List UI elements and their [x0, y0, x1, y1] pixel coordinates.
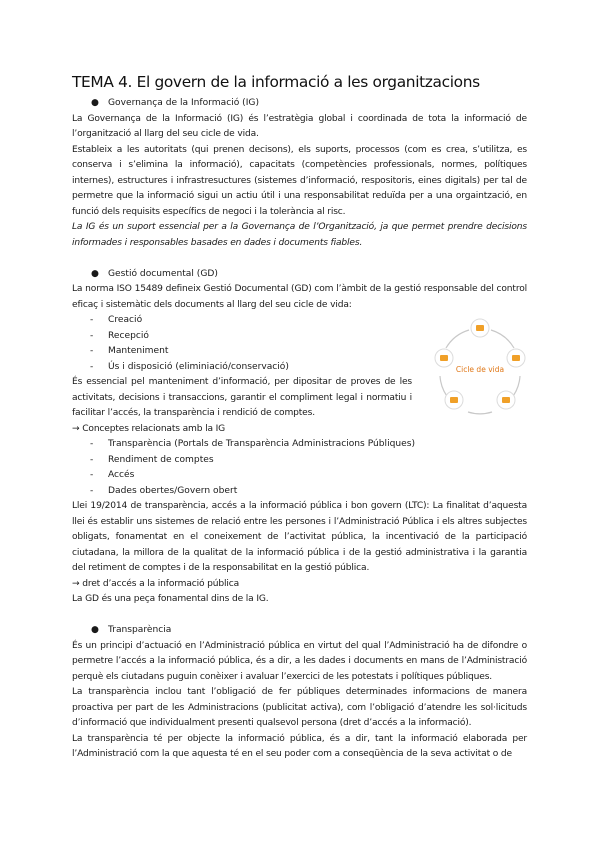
arrow-icon — [468, 412, 492, 414]
list-item: - Transparència (Portals de Transparència Administracions Públiques) — [90, 439, 416, 449]
paragraph: Estableix a les autoritats (qui prenen decisons), els suports, processos (com es crea, s’utilitza, es conserva i s’elimina la informació), capacitats (competències professionals, normes, polítiques internes), estructures i infrastresuctures (sistemes d’informació, respositoris, eines digitals) per tal de permetre que la informació sigui un actiu útil i una responsabilitat reduïda per a una orgaintzació, en funció dels requisits específics de negoci i la tolerància al risc. — [72, 144, 527, 217]
bullet-dot: ● — [91, 98, 99, 108]
life-cycle-diagram — [432, 318, 528, 418]
paragraph: La Governança de la Informació (IG) és l’estratègia global i coordinada de tota la informació de l’organització al llarg del seu cicle de vida. — [72, 113, 527, 139]
folder-icon — [512, 355, 520, 361]
list-item: - Recepció — [90, 330, 149, 341]
section-heading-ig — [72, 96, 527, 112]
document-icon — [476, 325, 484, 331]
arrow-icon — [446, 330, 469, 348]
related-heading: → Conceptes relacionats amb la IG — [72, 423, 226, 434]
section-heading-gd — [72, 267, 527, 283]
paragraph: → dret d’accés a la informació pública — [72, 578, 240, 589]
bullet-dot: ● — [91, 268, 99, 279]
paragraph: Llei 19/2014 de transparència, accés a la informació pública i bon govern (LTC): La finalitat d’aquesta llei és establir uns sistemes de relació entre les persones i l’Administració Pública i els altres subjectes obligats, fonamentat en el coneixement de l’activitat pública, la incentivació de la participació ciutadana, la millora de la qualitat de la informació pública i de la gestió administrativa i la garantia del retiment de comptes i de la responsabilitat en la gestió pública. — [72, 501, 527, 573]
bullet-dot: ● — [91, 625, 99, 635]
list-item: - Ús i disposició (eliminiació/conservació) — [90, 361, 289, 372]
list-item: - Dades obertes/Govern obert — [90, 485, 238, 496]
paragraph: La norma ISO 15489 defineix Gestió Documental (GD) com l’àmbit de la gestió responsable del control eficaç i sistemàtic dels documents al llarg del seu cicle de vida: — [72, 284, 527, 310]
paragraph: La GD és una peça fonamental dins de la IG. — [72, 594, 269, 604]
arrow-icon — [491, 330, 514, 348]
list-item: - Creació — [90, 315, 143, 325]
people-icon — [450, 397, 458, 403]
section-heading-transparency — [72, 623, 527, 639]
cycle-nodes — [435, 319, 525, 409]
section-heading-text: Transparència — [108, 625, 172, 635]
list-item: - Accés — [90, 470, 135, 480]
section-heading-text: Gestió documental (GD) — [108, 268, 218, 279]
list-item: - Manteniment — [90, 346, 169, 356]
list-item: - Rendiment de comptes — [90, 454, 214, 465]
paragraph: La transparència té per objecte la informació pública, és a dir, tant la informació elaborada per l’Administració com la que aquesta té en el seu poder com a conseqüència de la seva activitat o de — [72, 733, 527, 759]
paragraph: La transparència inclou tant l’obligació de fer públiques determinades informacions de manera proactiva per part de les Administracions (publicitat activa), com l’obligació d’atendre les sol·licituds d’informació que individualment presenti qualsevol persona (dret d’accés a la informació). — [72, 687, 527, 728]
section-heading-text: Governança de la Informació (IG) — [108, 98, 260, 108]
paragraph: És essencial pel manteniment d’informació, per dipositar de proves de les activitats, decisions i transaccions, garantir el compliment legal i normatiu i facilitar l’accés, la transparència i rendició de comptes. — [72, 377, 412, 418]
paragraph-italic: La IG és un suport essencial per a la Governança de l’Organització, ja que permet prendre decisions informades i responsables basades en dades i documents fiables. — [72, 222, 527, 248]
page-title: TEMA 4. El govern de la informació a les organitzacions — [72, 73, 480, 91]
box-icon — [502, 397, 510, 403]
bin-icon — [440, 355, 448, 361]
figure-label: Cicle de vida — [455, 365, 505, 374]
paragraph: És un principi d’actuació en l’Administració pública en virtut del qual l’Administració ha de difondre o permetre l’accés a la informació pública, és a dir, a les dades i documents en mans de l’Administració perquè els ciutadans puguin conèixer i avaluar l’exercici de les potestats i polítiques públiques. — [72, 640, 527, 682]
